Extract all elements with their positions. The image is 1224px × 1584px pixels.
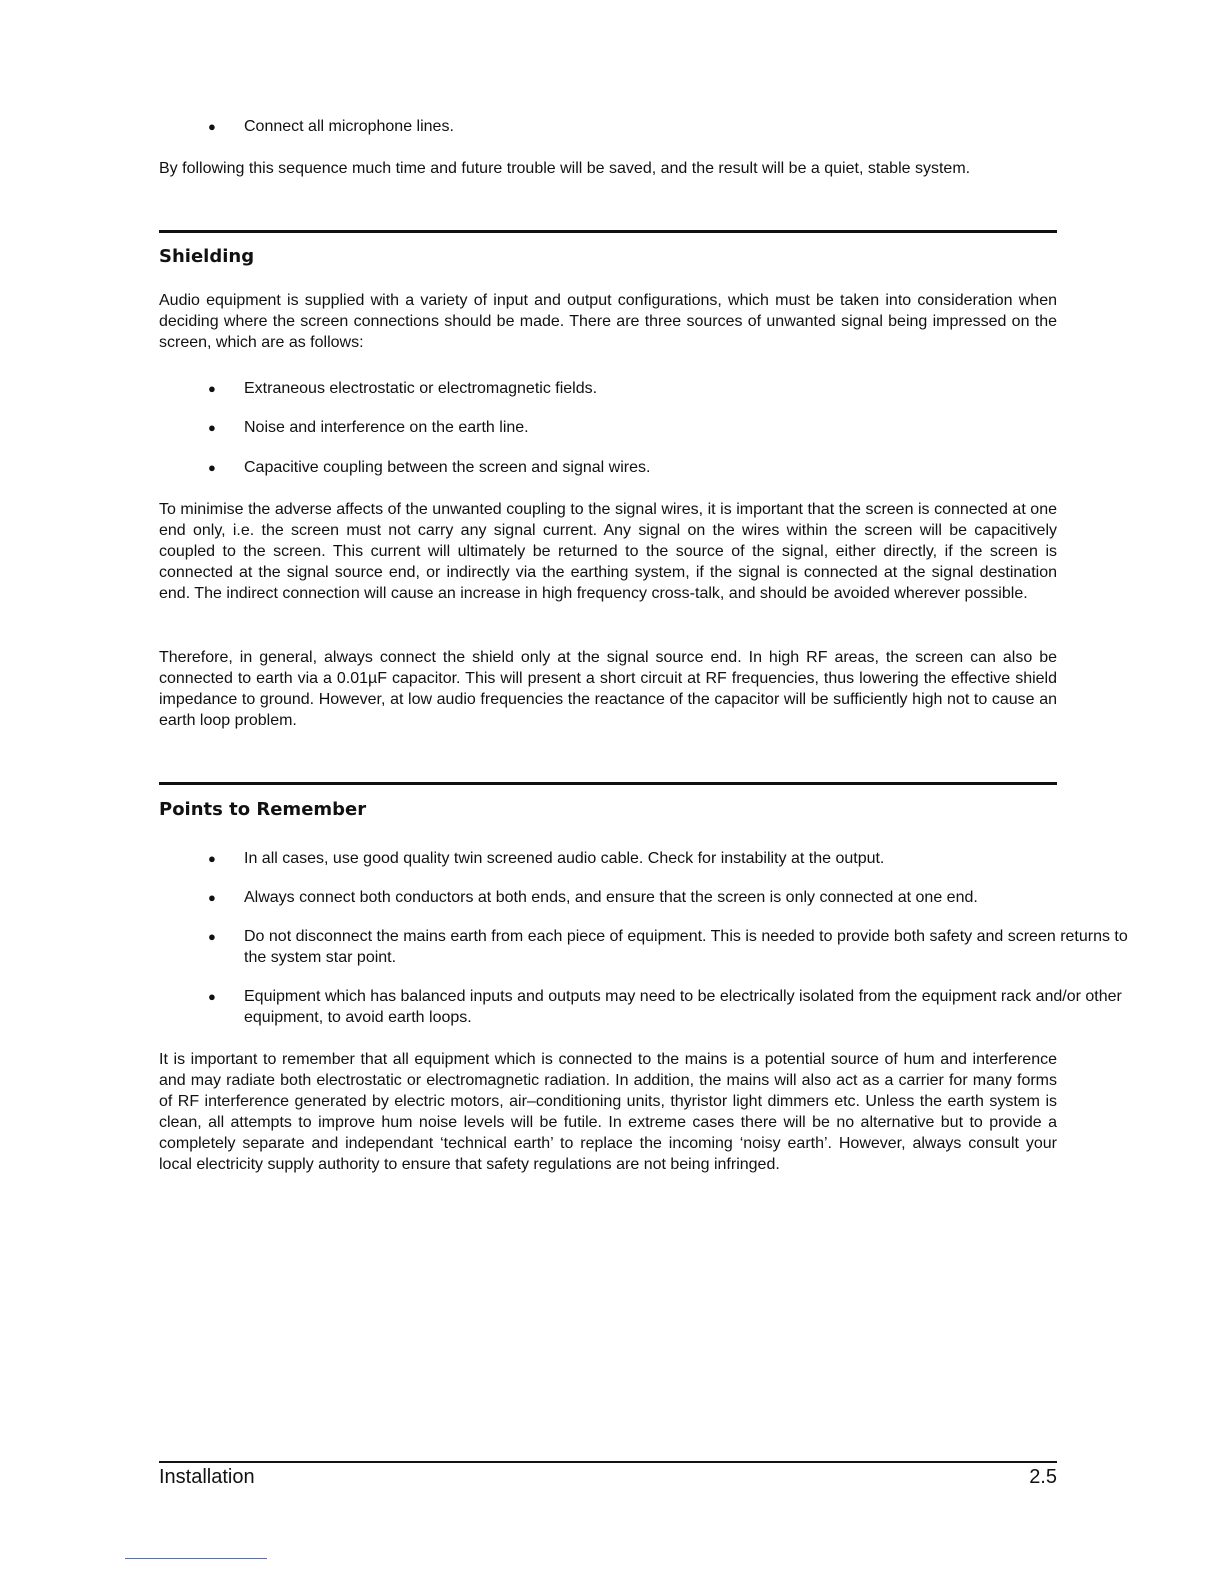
list-item-text: Equipment which has balanced inputs and outputs may need to be electrically isolated from the equipment rack and/or other equipment, to avoid earth loops. <box>244 988 1122 1026</box>
list-item <box>159 926 1142 968</box>
list-item-text: Noise and interference on the earth line. <box>244 419 529 436</box>
bullet-icon: ● <box>208 890 216 905</box>
intro-paragraph: By following this sequence much time and future trouble will be saved, and the result will be a quiet, stable system. <box>159 160 971 177</box>
bullet-icon: ● <box>208 851 216 866</box>
list-item <box>159 887 1142 908</box>
section-divider <box>159 782 1057 785</box>
list-item <box>159 848 1142 869</box>
list-item <box>159 417 1142 438</box>
list-item-text: Capacitive coupling between the screen and signal wires. <box>244 459 651 476</box>
footer-section-title: Installation <box>159 1466 255 1488</box>
section-heading-points-to-remember: Points to Remember <box>159 799 367 820</box>
bullet-icon: ● <box>208 119 216 134</box>
page-footer <box>159 1466 1057 1489</box>
shielding-paragraph-1: Audio equipment is supplied with a variety of input and output configurations, which must be taken into consideration when deciding where the screen connections should be made. There are three sources of unwanted signal being impressed on the screen, which are as follows: <box>159 292 1057 351</box>
bullet-icon: ● <box>208 381 216 396</box>
list-item-text: Connect all microphone lines. <box>244 118 454 135</box>
bottom-link-underline <box>125 1558 267 1559</box>
list-item <box>159 116 1142 137</box>
list-item <box>159 378 1142 399</box>
points-paragraph: It is important to remember that all equipment which is connected to the mains is a potential source of hum and interference and may radiate both electrostatic or electromagnetic radiation. In addition, the mains will also act as a carrier for many forms of RF interference generated by electric motors, air–conditioning units, thyristor light dimmers etc. Unless the earth system is clean, all attempts to improve hum noise levels will be futile. In extreme cases there will be no alternative but to provide a completely separate and independant ‘technical earth’ to replace the incoming ‘noisy earth’. However, always consult your local electricity supply authority to ensure that safety regulations are not being infringed. <box>159 1051 1057 1173</box>
bullet-icon: ● <box>208 929 216 944</box>
section-heading-shielding: Shielding <box>159 246 255 267</box>
bullet-icon: ● <box>208 420 216 435</box>
bullet-icon: ● <box>208 989 216 1004</box>
list-item <box>159 986 1142 1028</box>
list-item-text: Always connect both conductors at both ends, and ensure that the screen is only connected at one end. <box>244 889 978 906</box>
page-number: 2.5 <box>1029 1466 1057 1488</box>
list-item <box>159 457 1142 478</box>
list-item-text: Do not disconnect the mains earth from each piece of equipment. This is needed to provide both safety and screen returns to the system star point. <box>244 928 1128 966</box>
section-divider <box>159 230 1057 233</box>
bullet-icon: ● <box>208 460 216 475</box>
shielding-paragraph-2: To minimise the adverse affects of the unwanted coupling to the signal wires, it is important that the screen is connected at one end only, i.e. the screen must not carry any signal current. Any signal on the wires within the screen will be capacitively coupled to the screen. This current will ultimately be returned to the source of the signal, either directly, if the screen is connected at the signal source end, or indirectly via the earthing system, if the signal is connected at the signal destination end. The indirect connection will cause an increase in high frequency cross-talk, and should be avoided wherever possible. <box>159 501 1057 602</box>
shielding-paragraph-3: Therefore, in general, always connect the shield only at the signal source end. In high RF areas, the screen can also be connected to earth via a 0.01µF capacitor. This will present a short circuit at RF frequencies, thus lowering the effective shield impedance to ground. However, at low audio frequencies the reactance of the capacitor will be sufficiently high not to cause an earth loop problem. <box>159 649 1057 729</box>
list-item-text: In all cases, use good quality twin screened audio cable. Check for instability at the output. <box>244 850 885 867</box>
footer-divider <box>159 1461 1057 1463</box>
list-item-text: Extraneous electrostatic or electromagnetic fields. <box>244 380 598 397</box>
